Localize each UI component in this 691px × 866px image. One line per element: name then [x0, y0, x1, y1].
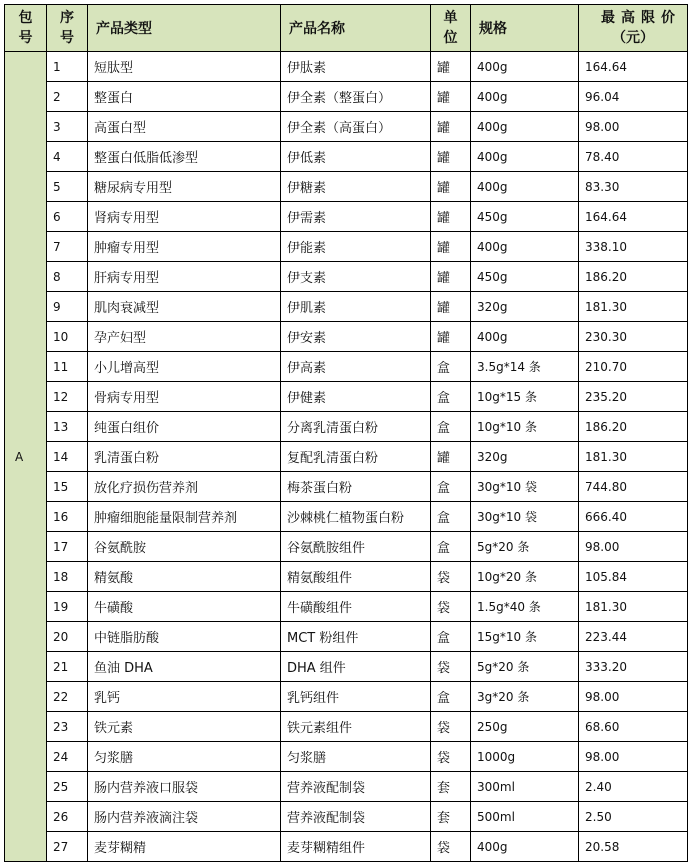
- product-type-cell: 中链脂肪酸: [88, 622, 281, 652]
- product-name-cell: 麦芽糊精组件: [281, 832, 431, 862]
- spec-cell: 400g: [471, 172, 579, 202]
- product-type-cell: 精氨酸: [88, 562, 281, 592]
- serial-cell: 9: [47, 292, 88, 322]
- table-row: [5, 352, 688, 382]
- table-row: [5, 412, 688, 442]
- product-type-cell: 肠内营养液滴注袋: [88, 802, 281, 832]
- product-name-cell: 伊健素: [281, 382, 431, 412]
- unit-cell: 盒: [431, 502, 471, 532]
- product-name-cell: 谷氨酰胺组件: [281, 532, 431, 562]
- spec-cell: 400g: [471, 142, 579, 172]
- header-serial: [47, 5, 88, 52]
- product-name-cell: 伊肽素: [281, 52, 431, 82]
- serial-cell: 2: [47, 82, 88, 112]
- max-price-cell: 181.30: [579, 442, 688, 472]
- unit-cell: 袋: [431, 592, 471, 622]
- max-price-cell: 223.44: [579, 622, 688, 652]
- serial-cell: 19: [47, 592, 88, 622]
- product-type-cell: 骨病专用型: [88, 382, 281, 412]
- table-row: [5, 202, 688, 232]
- table-row: [5, 52, 688, 82]
- product-type-cell: 高蛋白型: [88, 112, 281, 142]
- serial-cell: 25: [47, 772, 88, 802]
- serial-cell: 15: [47, 472, 88, 502]
- max-price-cell: 235.20: [579, 382, 688, 412]
- spec-cell: 500ml: [471, 802, 579, 832]
- max-price-cell: 98.00: [579, 532, 688, 562]
- spec-cell: 400g: [471, 112, 579, 142]
- serial-cell: 13: [47, 412, 88, 442]
- header-max-price-line2: （元）: [612, 30, 654, 46]
- spec-cell: 30g*10 袋: [471, 502, 579, 532]
- max-price-cell: 68.60: [579, 712, 688, 742]
- max-price-cell: 2.40: [579, 772, 688, 802]
- product-type-cell: 肌肉衰减型: [88, 292, 281, 322]
- serial-cell: 12: [47, 382, 88, 412]
- product-type-cell: 谷氨酰胺: [88, 532, 281, 562]
- table-row: [5, 232, 688, 262]
- unit-cell: 盒: [431, 532, 471, 562]
- product-name-cell: MCT 粉组件: [281, 622, 431, 652]
- product-name-cell: 伊能素: [281, 232, 431, 262]
- serial-cell: 14: [47, 442, 88, 472]
- table-row: [5, 562, 688, 592]
- unit-cell: 罐: [431, 202, 471, 232]
- unit-cell: 罐: [431, 292, 471, 322]
- max-price-cell: 164.64: [579, 202, 688, 232]
- max-price-cell: 333.20: [579, 652, 688, 682]
- table-row: [5, 112, 688, 142]
- unit-cell: 袋: [431, 712, 471, 742]
- max-price-cell: 186.20: [579, 262, 688, 292]
- unit-cell: 盒: [431, 472, 471, 502]
- table-body: [5, 52, 688, 862]
- serial-cell: 27: [47, 832, 88, 862]
- product-name-cell: DHA 组件: [281, 652, 431, 682]
- unit-cell: 罐: [431, 52, 471, 82]
- unit-cell: 套: [431, 802, 471, 832]
- serial-cell: 11: [47, 352, 88, 382]
- spec-cell: 400g: [471, 82, 579, 112]
- product-name-cell: 复配乳清蛋白粉: [281, 442, 431, 472]
- spec-cell: 300ml: [471, 772, 579, 802]
- serial-cell: 22: [47, 682, 88, 712]
- unit-cell: 罐: [431, 112, 471, 142]
- product-type-cell: 乳清蛋白粉: [88, 442, 281, 472]
- serial-cell: 1: [47, 52, 88, 82]
- header-product-name: 产品名称: [281, 5, 431, 52]
- table-row: [5, 592, 688, 622]
- serial-cell: 17: [47, 532, 88, 562]
- spec-cell: 450g: [471, 202, 579, 232]
- spec-cell: 10g*15 条: [471, 382, 579, 412]
- header-unit-line1: 单: [443, 10, 458, 26]
- product-type-cell: 纯蛋白组价: [88, 412, 281, 442]
- product-name-cell: 伊低素: [281, 142, 431, 172]
- table-row: [5, 442, 688, 472]
- unit-cell: 袋: [431, 832, 471, 862]
- header-serial-line1: 序: [60, 10, 74, 26]
- unit-cell: 套: [431, 772, 471, 802]
- header-row: [5, 5, 688, 52]
- product-type-cell: 牛磺酸: [88, 592, 281, 622]
- spec-cell: 1.5g*40 条: [471, 592, 579, 622]
- spec-cell: 400g: [471, 832, 579, 862]
- product-type-cell: 鱼油 DHA: [88, 652, 281, 682]
- unit-cell: 罐: [431, 442, 471, 472]
- max-price-cell: 210.70: [579, 352, 688, 382]
- product-type-cell: 小儿增高型: [88, 352, 281, 382]
- product-type-cell: 孕产妇型: [88, 322, 281, 352]
- unit-cell: 袋: [431, 652, 471, 682]
- max-price-cell: 181.30: [579, 292, 688, 322]
- table-row: [5, 322, 688, 352]
- product-name-cell: 伊全素（高蛋白）: [281, 112, 431, 142]
- product-name-cell: 伊需素: [281, 202, 431, 232]
- product-type-cell: 糖尿病专用型: [88, 172, 281, 202]
- product-name-cell: 伊安素: [281, 322, 431, 352]
- serial-cell: 8: [47, 262, 88, 292]
- product-name-cell: 伊支素: [281, 262, 431, 292]
- max-price-cell: 186.20: [579, 412, 688, 442]
- spec-cell: 5g*20 条: [471, 532, 579, 562]
- unit-cell: 盒: [431, 352, 471, 382]
- product-type-cell: 放化疗损伤营养剂: [88, 472, 281, 502]
- serial-cell: 6: [47, 202, 88, 232]
- table-row: [5, 82, 688, 112]
- product-name-cell: 乳钙组件: [281, 682, 431, 712]
- unit-cell: 盒: [431, 682, 471, 712]
- serial-cell: 24: [47, 742, 88, 772]
- product-type-cell: 匀浆膳: [88, 742, 281, 772]
- product-name-cell: 沙棘桃仁植物蛋白粉: [281, 502, 431, 532]
- table-row: [5, 712, 688, 742]
- product-type-cell: 肾病专用型: [88, 202, 281, 232]
- header-package-line1: 包: [18, 10, 33, 26]
- product-name-cell: 伊糖素: [281, 172, 431, 202]
- table-row: [5, 682, 688, 712]
- unit-cell: 罐: [431, 172, 471, 202]
- unit-cell: 罐: [431, 232, 471, 262]
- serial-cell: 26: [47, 802, 88, 832]
- table-row: [5, 802, 688, 832]
- max-price-cell: 20.58: [579, 832, 688, 862]
- table-row: [5, 772, 688, 802]
- header-package-line2: 号: [18, 30, 33, 46]
- product-name-cell: 铁元素组件: [281, 712, 431, 742]
- max-price-cell: 98.00: [579, 682, 688, 712]
- serial-cell: 5: [47, 172, 88, 202]
- serial-cell: 21: [47, 652, 88, 682]
- table-row: [5, 382, 688, 412]
- header-product-type: 产品类型: [88, 5, 281, 52]
- product-type-cell: 乳钙: [88, 682, 281, 712]
- table-row: [5, 172, 688, 202]
- spec-cell: 400g: [471, 232, 579, 262]
- product-type-cell: 整蛋白低脂低渗型: [88, 142, 281, 172]
- max-price-cell: 164.64: [579, 52, 688, 82]
- spec-cell: 5g*20 条: [471, 652, 579, 682]
- spec-cell: 450g: [471, 262, 579, 292]
- spec-cell: 30g*10 袋: [471, 472, 579, 502]
- header-serial-line2: 号: [60, 30, 74, 46]
- table-row: [5, 502, 688, 532]
- max-price-cell: 78.40: [579, 142, 688, 172]
- max-price-cell: 230.30: [579, 322, 688, 352]
- product-type-cell: 肝病专用型: [88, 262, 281, 292]
- product-name-cell: 伊高素: [281, 352, 431, 382]
- product-name-cell: 伊全素（整蛋白）: [281, 82, 431, 112]
- max-price-cell: 666.40: [579, 502, 688, 532]
- unit-cell: 罐: [431, 262, 471, 292]
- table-row: [5, 832, 688, 862]
- product-type-cell: 肿瘤细胞能量限制营养剂: [88, 502, 281, 532]
- serial-cell: 7: [47, 232, 88, 262]
- table-row: [5, 262, 688, 292]
- product-type-cell: 铁元素: [88, 712, 281, 742]
- product-type-cell: 短肽型: [88, 52, 281, 82]
- product-type-cell: 麦芽糊精: [88, 832, 281, 862]
- spec-cell: 10g*20 条: [471, 562, 579, 592]
- max-price-cell: 83.30: [579, 172, 688, 202]
- spec-cell: 400g: [471, 322, 579, 352]
- package-cell: A: [5, 52, 47, 862]
- header-spec: 规格: [471, 5, 579, 52]
- serial-cell: 10: [47, 322, 88, 352]
- table-row: [5, 622, 688, 652]
- max-price-cell: 181.30: [579, 592, 688, 622]
- serial-cell: 4: [47, 142, 88, 172]
- spec-cell: 15g*10 条: [471, 622, 579, 652]
- serial-cell: 3: [47, 112, 88, 142]
- serial-cell: 16: [47, 502, 88, 532]
- header-package: [5, 5, 47, 52]
- header-max-price-line1: 最高限价: [601, 10, 681, 26]
- unit-cell: 盒: [431, 412, 471, 442]
- header-unit: [431, 5, 471, 52]
- max-price-cell: 105.84: [579, 562, 688, 592]
- spec-cell: 320g: [471, 442, 579, 472]
- table-row: [5, 742, 688, 772]
- product-type-cell: 肿瘤专用型: [88, 232, 281, 262]
- table-row: [5, 652, 688, 682]
- max-price-cell: 744.80: [579, 472, 688, 502]
- product-name-cell: 营养液配制袋: [281, 772, 431, 802]
- unit-cell: 罐: [431, 142, 471, 172]
- product-name-cell: 匀浆膳: [281, 742, 431, 772]
- spec-cell: 10g*10 条: [471, 412, 579, 442]
- unit-cell: 罐: [431, 322, 471, 352]
- table-row: [5, 532, 688, 562]
- spec-cell: 250g: [471, 712, 579, 742]
- product-name-cell: 梅茶蛋白粉: [281, 472, 431, 502]
- header-max-price: [579, 5, 688, 52]
- product-name-cell: 营养液配制袋: [281, 802, 431, 832]
- max-price-cell: 96.04: [579, 82, 688, 112]
- product-type-cell: 整蛋白: [88, 82, 281, 112]
- product-name-cell: 精氨酸组件: [281, 562, 431, 592]
- product-name-cell: 伊肌素: [281, 292, 431, 322]
- spec-cell: 1000g: [471, 742, 579, 772]
- spec-cell: 3g*20 条: [471, 682, 579, 712]
- table-row: [5, 292, 688, 322]
- serial-cell: 20: [47, 622, 88, 652]
- max-price-cell: 2.50: [579, 802, 688, 832]
- header-unit-line2: 位: [443, 30, 458, 46]
- max-price-cell: 338.10: [579, 232, 688, 262]
- max-price-cell: 98.00: [579, 742, 688, 772]
- table-row: [5, 142, 688, 172]
- unit-cell: 罐: [431, 82, 471, 112]
- unit-cell: 盒: [431, 622, 471, 652]
- price-table: [4, 4, 688, 862]
- table-row: [5, 472, 688, 502]
- product-name-cell: 分离乳清蛋白粉: [281, 412, 431, 442]
- spec-cell: 320g: [471, 292, 579, 322]
- product-name-cell: 牛磺酸组件: [281, 592, 431, 622]
- serial-cell: 18: [47, 562, 88, 592]
- spec-cell: 400g: [471, 52, 579, 82]
- max-price-cell: 98.00: [579, 112, 688, 142]
- serial-cell: 23: [47, 712, 88, 742]
- unit-cell: 盒: [431, 382, 471, 412]
- spec-cell: 3.5g*14 条: [471, 352, 579, 382]
- unit-cell: 袋: [431, 562, 471, 592]
- unit-cell: 袋: [431, 742, 471, 772]
- product-type-cell: 肠内营养液口服袋: [88, 772, 281, 802]
